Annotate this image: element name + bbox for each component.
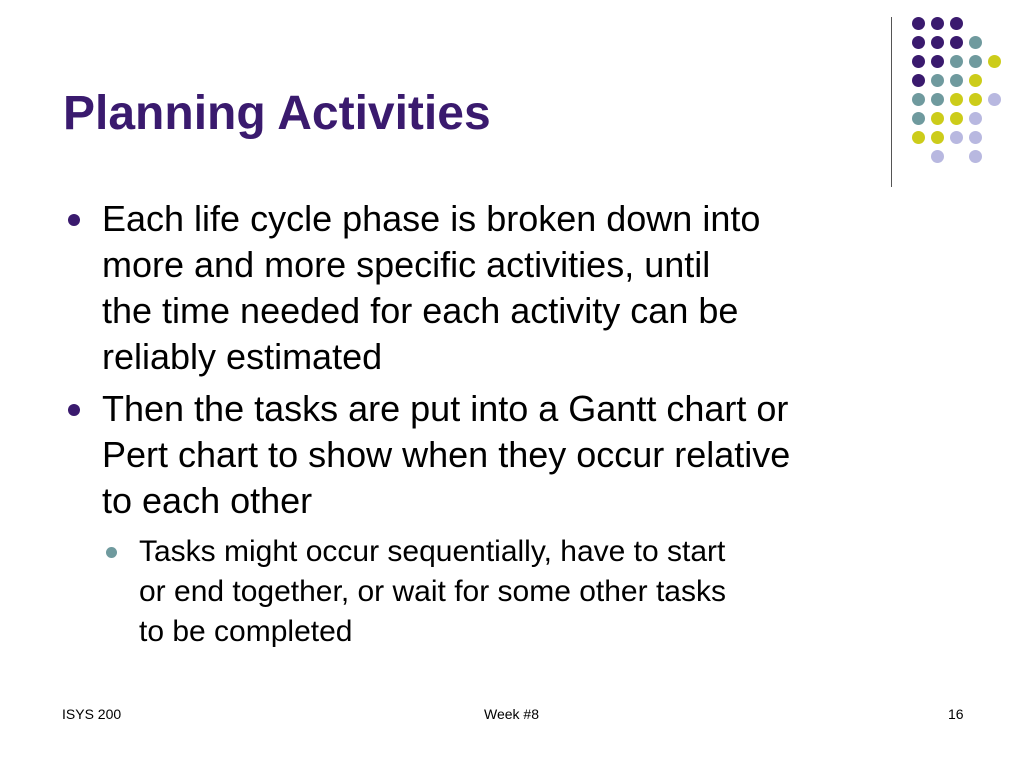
- bullet-text-line: more and more specific activities, until: [102, 244, 711, 285]
- slide-title: Planning Activities: [63, 87, 491, 140]
- decor-dot: [988, 93, 1001, 106]
- sub-bullet-text-line: or end together, or wait for some other tasks: [139, 575, 726, 608]
- decor-dot: [912, 93, 925, 106]
- decor-dot: [912, 131, 925, 144]
- decor-dot: [931, 36, 944, 49]
- decor-dot: [950, 131, 963, 144]
- decor-dot: [931, 74, 944, 87]
- decor-dot: [969, 131, 982, 144]
- sub-bullet-text-line: Tasks might occur sequentially, have to start: [139, 535, 726, 568]
- bullet-text-line: the time needed for each activity can be: [102, 290, 739, 331]
- decor-dot: [912, 55, 925, 68]
- vertical-divider: [891, 17, 892, 187]
- decor-dot: [969, 74, 982, 87]
- decor-dot: [931, 17, 944, 30]
- decor-dot: [931, 112, 944, 125]
- decor-dot: [912, 112, 925, 125]
- decor-dot: [950, 36, 963, 49]
- sub-bullet-dot-icon: [106, 547, 117, 558]
- bullet-dot-icon: [68, 214, 80, 226]
- bullet-text-line: Pert chart to show when they occur relative: [102, 434, 791, 475]
- bullet-text-line: reliably estimated: [102, 336, 383, 377]
- bullet-text-line: Each life cycle phase is broken down into: [102, 198, 761, 239]
- decor-dot: [969, 36, 982, 49]
- decor-dot: [931, 150, 944, 163]
- decor-dot: [931, 55, 944, 68]
- bullet-item: [62, 386, 962, 524]
- bullet-text-line: to each other: [102, 480, 313, 521]
- decor-dot: [931, 131, 944, 144]
- decor-dot: [931, 93, 944, 106]
- slide-body: [62, 196, 962, 652]
- bullet-item: [62, 196, 962, 380]
- footer-course: ISYS 200: [62, 706, 122, 722]
- decor-dot: [912, 17, 925, 30]
- footer-week: Week #8: [484, 706, 539, 722]
- decor-dot: [950, 93, 963, 106]
- footer-page-number: 16: [948, 706, 964, 722]
- bullet-text-line: Then the tasks are put into a Gantt chart or: [102, 388, 789, 429]
- decor-dot: [950, 74, 963, 87]
- decor-dot: [969, 55, 982, 68]
- decor-dot: [950, 112, 963, 125]
- decor-dot: [969, 112, 982, 125]
- sub-bullet-item: [100, 532, 962, 652]
- decor-dot: [912, 36, 925, 49]
- decor-dot: [912, 74, 925, 87]
- decor-dot: [988, 55, 1001, 68]
- decor-dot: [969, 93, 982, 106]
- decor-dot: [969, 150, 982, 163]
- decor-dot: [950, 17, 963, 30]
- decor-dot: [950, 55, 963, 68]
- sub-bullet-text-line: to be completed: [139, 615, 353, 648]
- bullet-dot-icon: [68, 404, 80, 416]
